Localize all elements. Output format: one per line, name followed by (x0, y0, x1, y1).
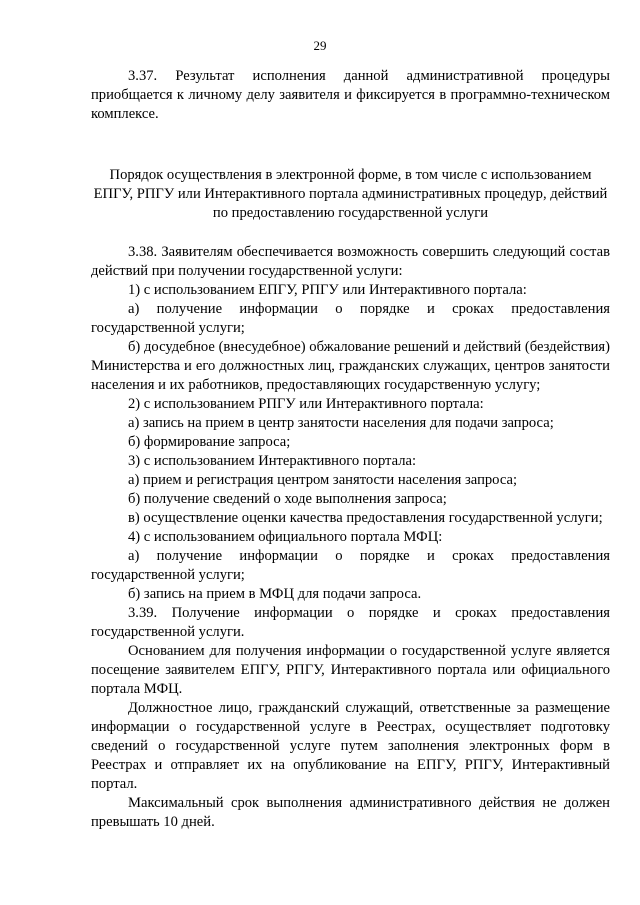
list-item-1b: б) досудебное (внесудебное) обжалование решений и действий (бездействия) Министерства и его должностных лиц, гражданских служащих, центров занятости населения и их работников, предоставляющих государственную услугу; (91, 339, 610, 393)
list-item-3a: а) прием и регистрация центром занятости населения запроса; (128, 472, 518, 488)
list-item-3b: б) получение сведений о ходе выполнения запроса; (128, 491, 447, 507)
page-number: 29 (313, 38, 327, 53)
list-item-3c: в) осуществление оценки качества предоставления государственной услуги; (128, 510, 603, 526)
list-item-2a: а) запись на прием в центр занятости населения для подачи запроса; (128, 415, 554, 431)
paragraph-max-term: Максимальный срок выполнения административного действия не должен превышать 10 дней. (91, 795, 610, 830)
section-heading: Порядок осуществления в электронной форме, в том числе с использованием ЕПГУ, РПГУ или Интерактивного портала административных процедур, действий по предоставлению государственной услуги (93, 167, 608, 221)
list-item-1a: а) получение информации о порядке и сроках предоставления государственной услуги; (91, 301, 610, 336)
list-item-2b: б) формирование запроса; (128, 434, 291, 450)
paragraph-basis: Основанием для получения информации о государственной услуге является посещение заявителем ЕПГУ, РПГУ, Интерактивного портала или официального портала МФЦ. (91, 643, 610, 697)
paragraph-official: Должностное лицо, гражданский служащий, ответственные за размещение информации о государственной услуге в Реестрах, осуществляет подготовку сведений о государственной услуге путем заполнения электронных форм в Реестрах и отправляет их на опубликование на ЕПГУ, РПГУ, Интерактивный портал. (91, 700, 610, 792)
list-item-3: 3) с использованием Интерактивного портала: (128, 453, 417, 469)
paragraph-3-37: 3.37. Результат исполнения данной административной процедуры приобщается к личному делу заявителя и фиксируется в программно-техническом комплексе. (91, 68, 610, 122)
list-item-1: 1) с использованием ЕПГУ, РПГУ или Интерактивного портала: (128, 282, 527, 298)
document-body (91, 67, 610, 832)
list-item-4b: б) запись на прием в МФЦ для подачи запроса. (128, 586, 422, 602)
paragraph-3-38: 3.38. Заявителям обеспечивается возможность совершить следующий состав действий при получении государственной услуги: (91, 244, 610, 279)
list-item-4a: а) получение информации о порядке и сроках предоставления государственной услуги; (91, 548, 610, 583)
list-item-2: 2) с использованием РПГУ или Интерактивного портала: (128, 396, 484, 412)
paragraph-3-39: 3.39. Получение информации о порядке и сроках предоставления государственной услуги. (91, 605, 610, 640)
list-item-4: 4) с использованием официального портала МФЦ: (128, 529, 443, 545)
